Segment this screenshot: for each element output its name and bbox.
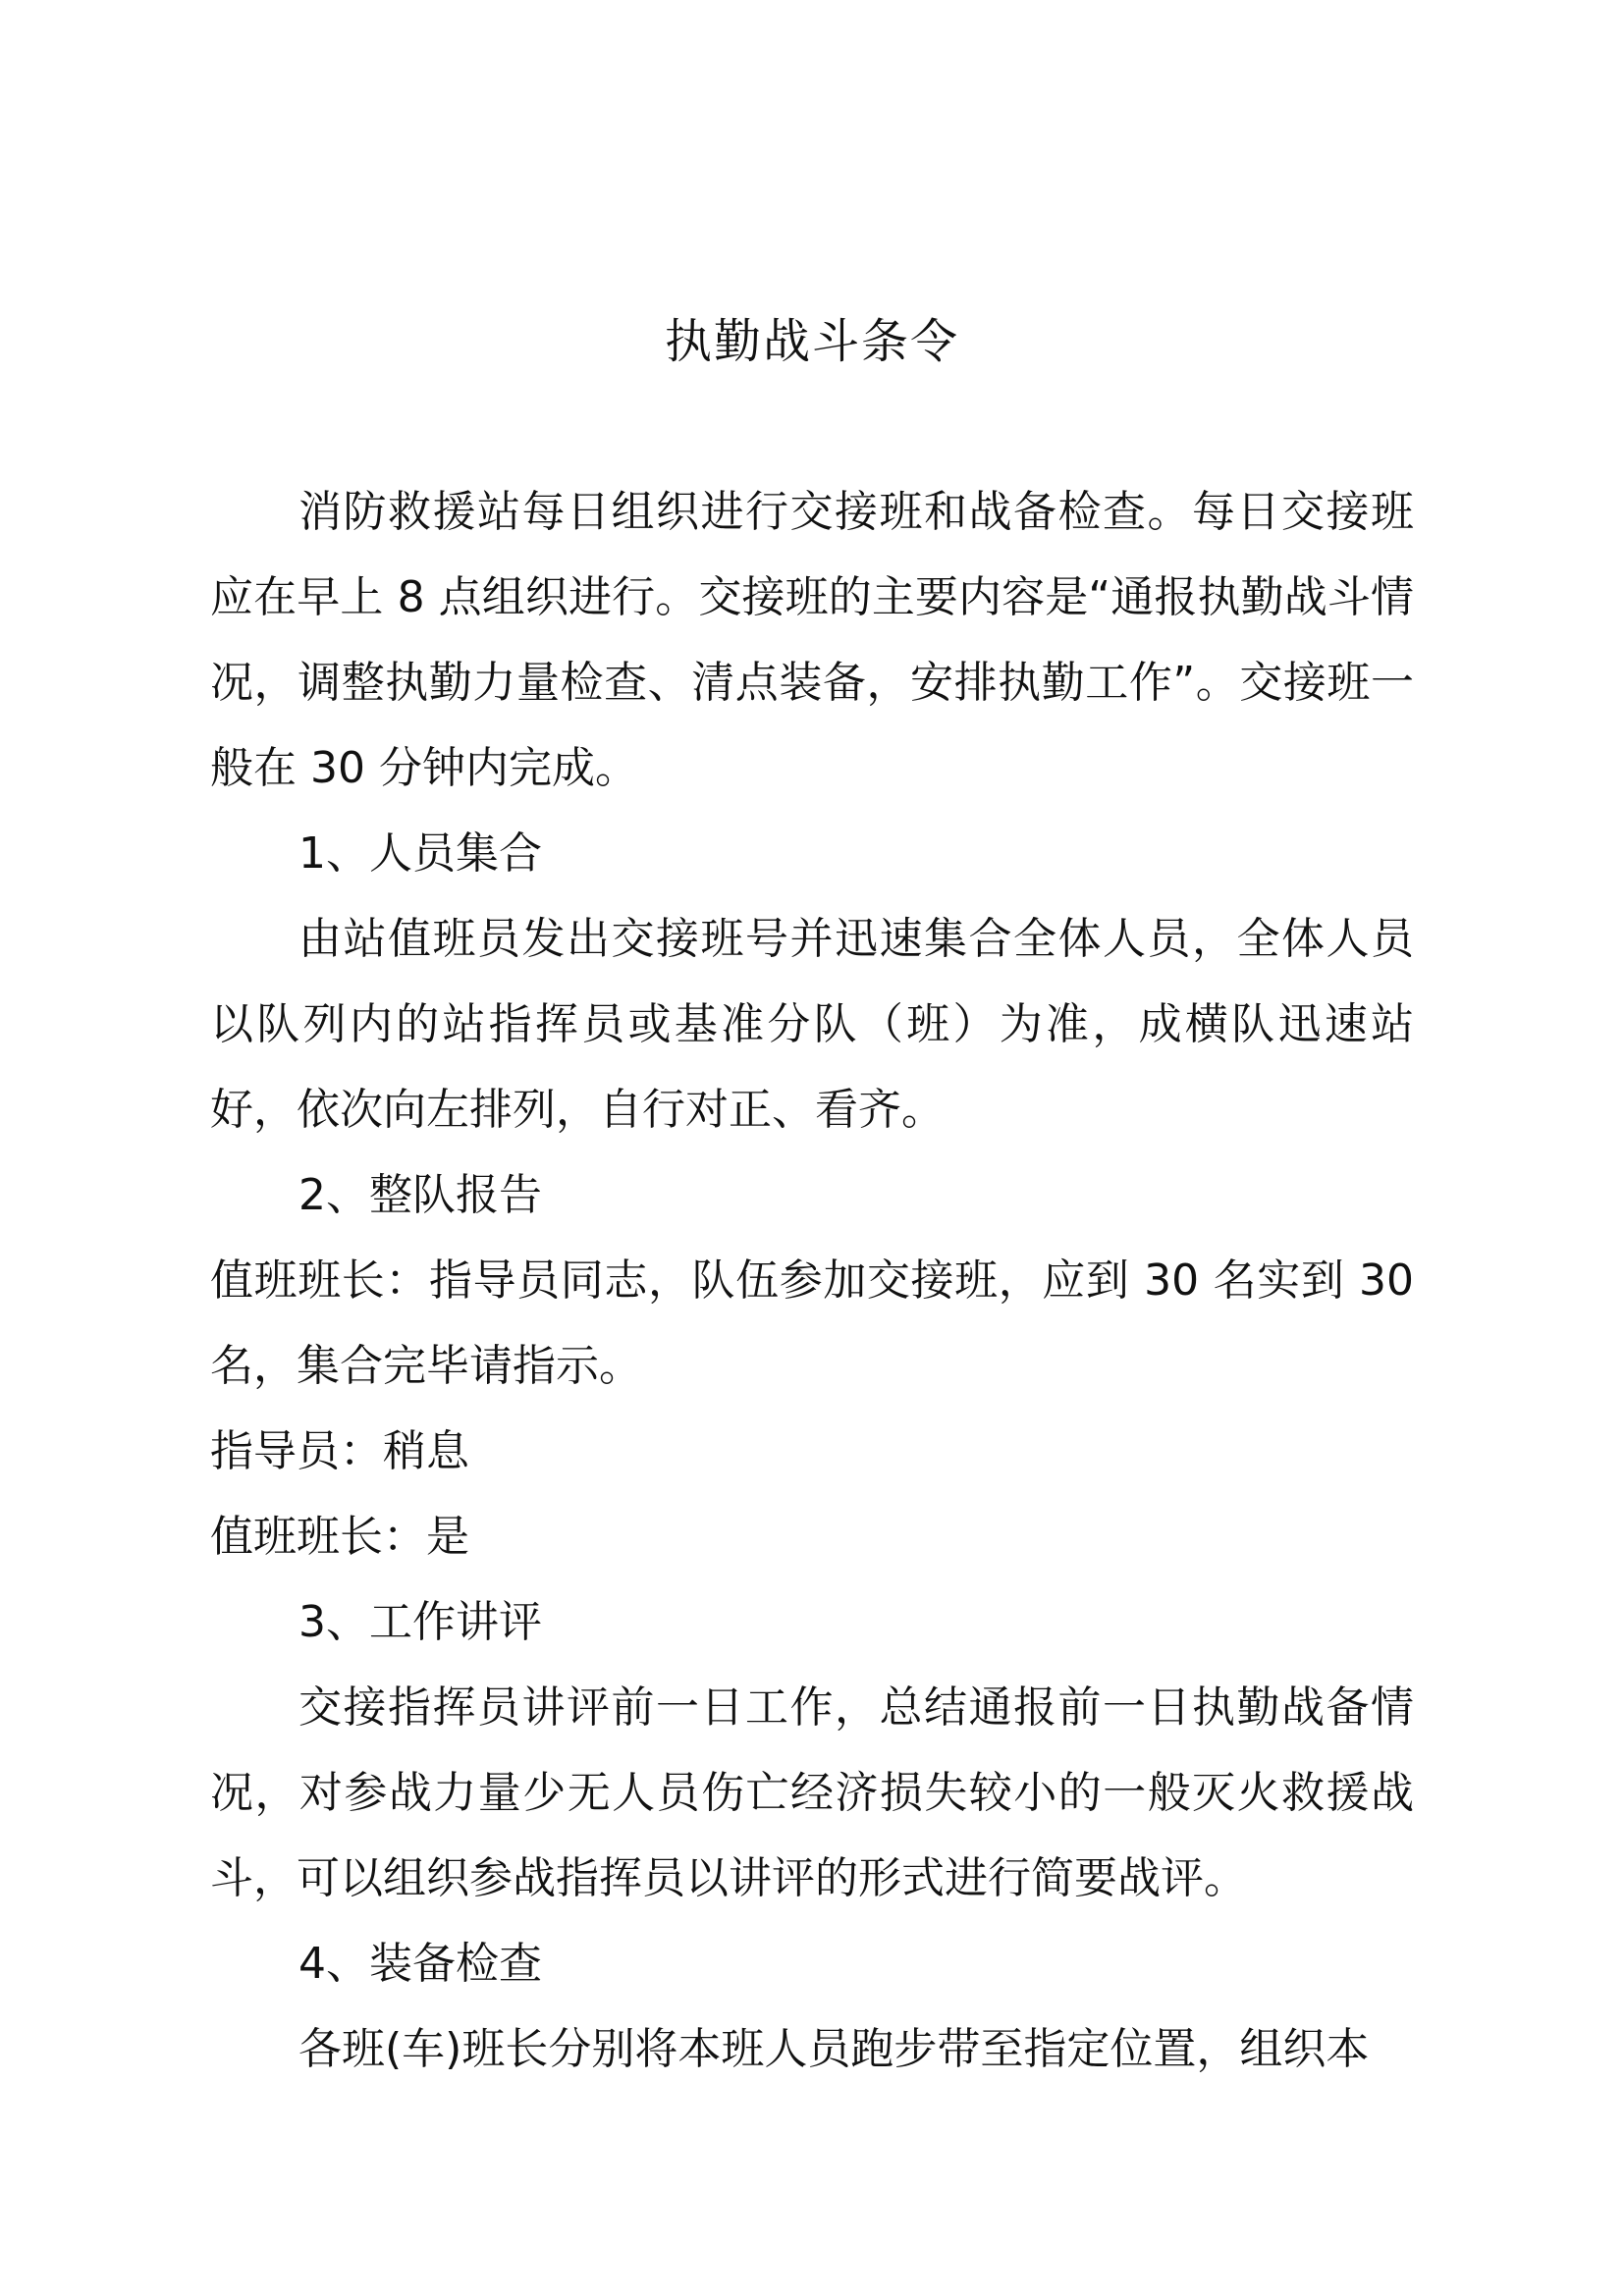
paragraph-equipment-check: 各班(车)班长分别将本班人员跑步带至指定位置，组织本: [298, 2024, 1370, 2074]
heading-personnel-assembly: 1、人员集合: [298, 828, 542, 879]
paragraph-instructor-line: 指导员：稍息: [210, 1426, 469, 1476]
heading-formation-report: 2、整队报告: [298, 1170, 542, 1220]
paragraph-work-review: 交接指挥员讲评前一日工作，总结通报前一日执勤战备情况，对参战力量少无人员伤亡经济损失较小的一般灭火救援战斗，可以组织参战指挥员以讲评的形式进行简要战评。: [210, 1682, 1414, 1903]
heading-equipment-check: 4、装备检查: [298, 1939, 542, 1989]
paragraph-intro: 消防救援站每日组织进行交接班和战备检查。每日交接班应在早上 8 点组织进行。交接班的主要内容是“通报执勤战斗情况，调整执勤力量检查、清点装备，安排执勤工作”。交接班一般在 30 分钟内完成。: [210, 487, 1414, 793]
paragraph-assembly: 由站值班员发出交接班号并迅速集合全体人员，全体人员以队列内的站指挥员或基准分队（班）为准，成横队迅速站好，依次向左排列，自行对正、看齐。: [210, 914, 1414, 1135]
heading-work-review: 3、工作讲评: [298, 1597, 542, 1647]
paragraph-squad-leader-line: 值班班长：是: [210, 1512, 469, 1562]
paragraph-report-line: 值班班长：指导员同志，队伍参加交接班，应到 30 名实到 30 名，集合完毕请指示。: [210, 1255, 1414, 1391]
document-body: [210, 469, 1414, 2092]
document-title: 执勤战斗条令: [664, 314, 959, 369]
